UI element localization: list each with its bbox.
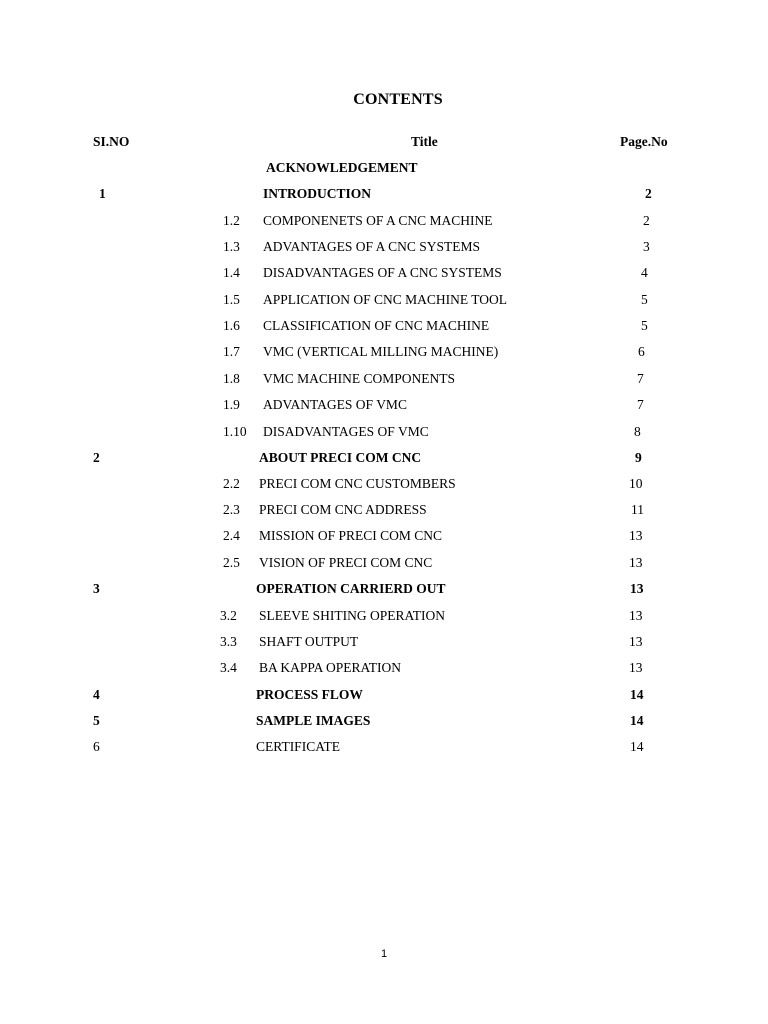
toc-title: SHAFT OUTPUT: [259, 634, 359, 649]
footer-page-number: 1: [380, 948, 388, 960]
toc-row: [0, 265, 768, 285]
toc-row: [0, 344, 768, 364]
toc-title: PRECI COM CNC ADDRESS: [259, 502, 427, 517]
toc-number: 1.9: [223, 397, 240, 412]
toc-number: 5: [93, 713, 100, 728]
toc-page-number: 13: [629, 634, 643, 649]
toc-page-number: 13: [629, 555, 643, 570]
toc-number: 1.8: [223, 371, 240, 386]
toc-title: DISADVANTAGES OF VMC: [263, 424, 429, 439]
toc-number: 1.10: [223, 424, 247, 439]
toc-number: 3: [93, 581, 100, 596]
toc-row: [0, 687, 768, 707]
toc-number: 4: [93, 687, 100, 702]
toc-title: VISION OF PRECI COM CNC: [259, 555, 433, 570]
toc-title: BA KAPPA OPERATION: [259, 660, 402, 675]
toc-number: 2: [93, 450, 100, 465]
toc-number: 2.3: [223, 502, 240, 517]
toc-title: VMC MACHINE COMPONENTS: [263, 371, 456, 386]
toc-number: 2.2: [223, 476, 240, 491]
toc-number: 3.2: [220, 608, 237, 623]
toc-title: SAMPLE IMAGES: [256, 713, 371, 728]
toc-row: [0, 397, 768, 417]
toc-number: 1.7: [223, 344, 240, 359]
toc-number: 3.3: [220, 634, 237, 649]
toc-title: OPERATION CARRIERD OUT: [256, 581, 446, 596]
toc-row: [0, 318, 768, 338]
toc-row: [0, 555, 768, 575]
toc-page-number: 14: [630, 713, 644, 728]
toc-title: CLASSIFICATION OF CNC MACHINE: [263, 318, 490, 333]
toc-title: VMC (VERTICAL MILLING MACHINE): [263, 344, 499, 359]
toc-page-number: 2: [645, 186, 652, 201]
toc-title: MISSION OF PRECI COM CNC: [259, 528, 443, 543]
column-header-title: Title: [411, 134, 438, 149]
toc-page-number: 11: [631, 502, 644, 517]
toc-page-number: 13: [630, 581, 644, 596]
toc-page-number: 14: [630, 687, 644, 702]
toc-row: [0, 581, 768, 601]
toc-title: APPLICATION OF CNC MACHINE TOOL: [263, 292, 508, 307]
toc-number: 1: [99, 186, 106, 201]
toc-number: 2.5: [223, 555, 240, 570]
toc-page-number: 13: [629, 608, 643, 623]
toc-row: [0, 476, 768, 496]
toc-page-number: 4: [641, 265, 648, 280]
toc-page-number: 5: [641, 292, 648, 307]
toc-number: 1.4: [223, 265, 240, 280]
toc-page-number: 13: [629, 660, 643, 675]
toc-row: [0, 292, 768, 312]
toc-row: [0, 239, 768, 259]
toc-number: 1.5: [223, 292, 240, 307]
contents-heading: CONTENTS: [353, 91, 443, 108]
toc-page-number: 7: [637, 397, 644, 412]
toc-row: [0, 186, 768, 206]
toc-title: DISADVANTAGES OF A CNC SYSTEMS: [263, 265, 502, 280]
toc-row: [0, 160, 768, 180]
toc-page-number: 2: [643, 213, 650, 228]
toc-page-number: 7: [637, 371, 644, 386]
toc-page-number: 10: [629, 476, 643, 491]
toc-row: [0, 634, 768, 654]
toc-row: [0, 528, 768, 548]
toc-page-number: 13: [629, 528, 643, 543]
toc-row: [0, 424, 768, 444]
toc-number: 1.6: [223, 318, 240, 333]
toc-title: COMPONENETS OF A CNC MACHINE: [263, 213, 493, 228]
toc-title: ADVANTAGES OF VMC: [263, 397, 407, 412]
toc-row: [0, 739, 768, 759]
toc-page-number: 14: [630, 739, 644, 754]
column-header-sino: SI.NO: [93, 134, 130, 149]
toc-page-number: 3: [643, 239, 650, 254]
toc-number: 1.2: [223, 213, 240, 228]
column-header-page: Page.No: [620, 134, 668, 149]
toc-title: PRECI COM CNC CUSTOMBERS: [259, 476, 456, 491]
toc-title: ACKNOWLEDGEMENT: [266, 160, 418, 175]
toc-row: [0, 450, 768, 470]
toc-page-number: 9: [635, 450, 642, 465]
toc-title: INTRODUCTION: [263, 186, 372, 201]
toc-title: ADVANTAGES OF A CNC SYSTEMS: [263, 239, 480, 254]
toc-title: PROCESS FLOW: [256, 687, 363, 702]
toc-page-number: 8: [634, 424, 641, 439]
toc-row: [0, 371, 768, 391]
toc-title: CERTIFICATE: [256, 739, 340, 754]
toc-row: [0, 713, 768, 733]
toc-row: [0, 660, 768, 680]
toc-row: [0, 502, 768, 522]
toc-title: ABOUT PRECI COM CNC: [259, 450, 422, 465]
toc-number: 2.4: [223, 528, 240, 543]
toc-page-number: 6: [638, 344, 645, 359]
toc-number: 3.4: [220, 660, 237, 675]
toc-row: [0, 608, 768, 628]
toc-page-number: 5: [641, 318, 648, 333]
toc-number: 1.3: [223, 239, 240, 254]
toc-number: 6: [93, 739, 100, 754]
toc-row: [0, 213, 768, 233]
toc-title: SLEEVE SHITING OPERATION: [259, 608, 445, 623]
